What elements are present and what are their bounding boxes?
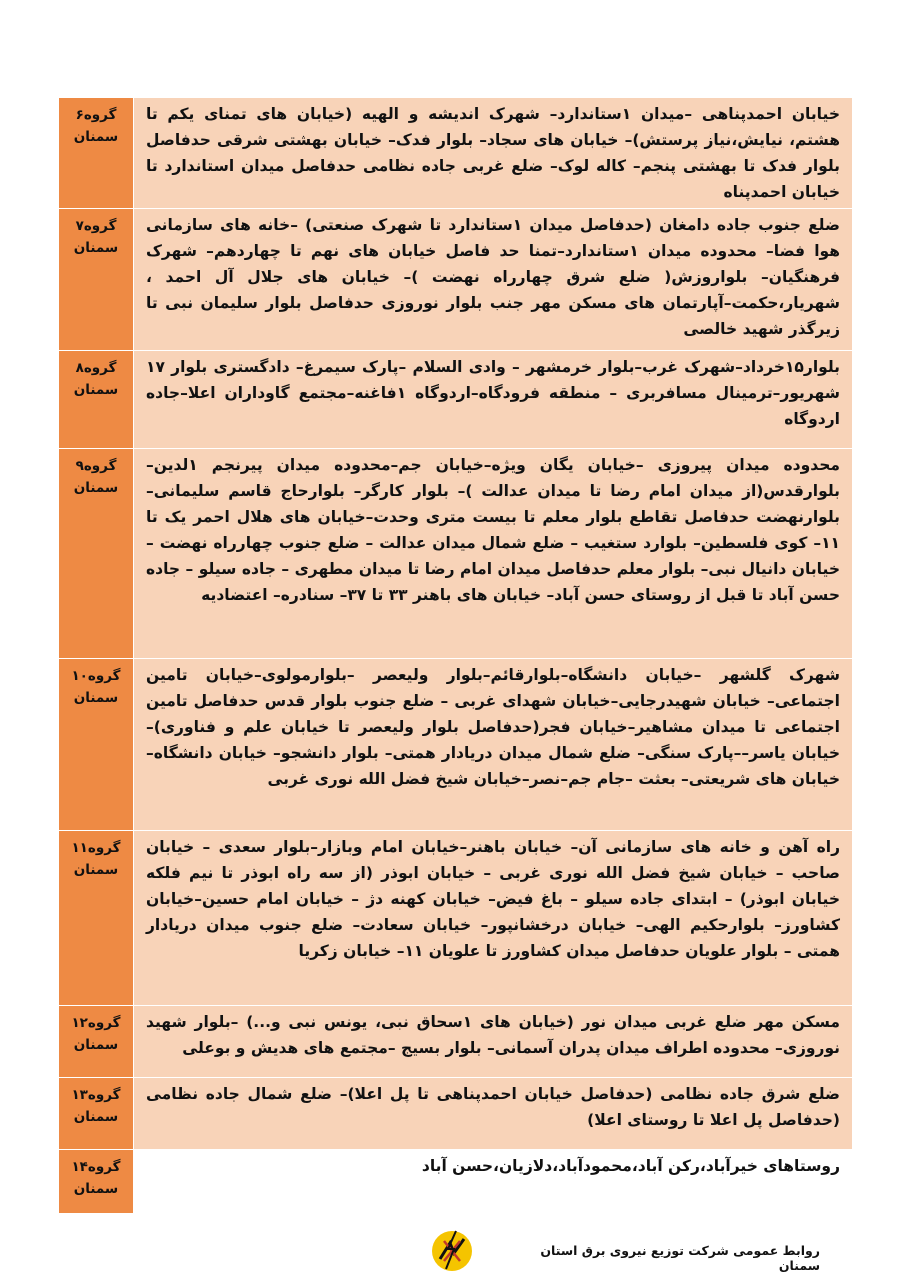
group-cell [59, 1078, 134, 1150]
city-label: سمنان [73, 862, 119, 878]
table-row [59, 351, 853, 449]
footer-caption: روابط عمومی شرکت توزیع نیروی برق استان سمنان [540, 1243, 820, 1273]
group-label: گروه۱۳ [71, 1087, 121, 1103]
city-label: سمنان [73, 690, 119, 706]
group-label: گروه۱۲ [71, 1015, 121, 1031]
city-label: سمنان [73, 129, 119, 145]
group-label: گروه۱۰ [71, 668, 121, 684]
table-row [59, 1150, 853, 1214]
table-row [59, 1006, 853, 1078]
city-label: سمنان [73, 382, 119, 398]
area-description: راه آهن و خانه های سازمانی آن– خیابان باهنر–خیابان امام وبازار–بلوار سعدی – خیابان صاحب – خیابان شیخ فضل الله نوری غربی – خیابان ابوذر (از سه راه ابوذر تا نیم فلکه خیابان ابوذر) – ابتدای جاده سیلو – باغ فیض– خیابان کهنه دژ – خیابان امام حسین–خیابان کشاورز– بلوارحکیم الهی– خیابان درخشانپور– خیابان سعادت– ضلع جنوب میدان دریادار همتی – بلوار علویان حدفاصل میدان کشاورز تا علویان ۱۱– خیابان زکریا [134, 831, 853, 1006]
area-description: ضلع جنوب جاده دامغان (حدفاصل میدان ۱ستاندارد تا شهرک صنعتی) –خانه های سازمانی هوا فضا– محدوده میدان ۱ستاندارد–تمنا حد فاصل خیابان های نهم تا چهاردهم– شهرک فرهنگیان– بلواروزش( ضلع شرق چهارراه نهضت )– خیابان های جلال آل احمد ، شهریار،حکمت–آپارتمان های مسکن مهر جنب بلوار نوروزی حدفاصل بلوار سلیمان نبی تا زیرگذر شهید خالصی [134, 209, 853, 351]
city-label: سمنان [73, 1109, 119, 1125]
group-cell [59, 831, 134, 1006]
group-label: گروه۱۴ [71, 1159, 121, 1175]
group-cell [59, 1006, 134, 1078]
group-cell [59, 1150, 134, 1214]
power-company-logo-icon [426, 1225, 478, 1273]
group-cell [59, 659, 134, 831]
area-description: بلوار۱۵خرداد–شهرک غرب–بلوار خرمشهر – وادی السلام –پارک سیمرغ– دادگستری بلوار ۱۷ شهریور–ترمینال مسافربری – منطقه فرودگاه–اردوگاه ۱فاغنه–مجتمع گاوداران اعلا–جاده اردوگاه [134, 351, 853, 449]
area-description: ضلع شرق جاده نظامی (حدفاصل خیابان احمدپناهی تا پل اعلا)– ضلع شمال جاده نظامی (حدفاصل پل اعلا تا روستای اعلا) [134, 1078, 853, 1150]
group-cell [59, 98, 134, 209]
group-cell [59, 209, 134, 351]
area-description: محدوده میدان پیروزی –خیابان یگان ویژه–خیابان جم–محدوده میدان پیرنجم ۱لدین– بلوارقدس(از میدان امام رضا تا میدان عدالت )– بلوار کارگر– بلوارحاج قاسم سلیمانی– بلوارنهضت حدفاصل تقاطع بلوار معلم تا بیست متری وحدت–خیابان های هلال احمر یک تا ۱۱– کوی فلسطین– بلوارد ستغیب – ضلع شمال میدان عدالت – ضلع جنوب چهارراه نهضت –خیابان دانیال نبی– بلوار معلم حدفاصل میدان امام رضا تا میدان مطهری – جاده سیلو – جاده حسن آباد تا قبل از روستای حسن آباد– خیابان های باهنر ۳۳ تا ۳۷– سنادره– اعتضادیه [134, 449, 853, 659]
city-label: سمنان [73, 1181, 119, 1197]
area-description: روستاهای خیرآباد،رکن آباد،محمودآباد،دلازیان،حسن آباد [134, 1150, 853, 1214]
group-label: گروه۱۱ [71, 840, 121, 856]
table-row [59, 98, 853, 209]
group-label: گروه۸ [75, 360, 117, 376]
group-label: گروه۶ [75, 107, 117, 123]
city-label: سمنان [73, 1037, 119, 1053]
group-cell [59, 351, 134, 449]
group-cell [59, 449, 134, 659]
table-row [59, 209, 853, 351]
table-row [59, 449, 853, 659]
blackout-schedule-table [58, 97, 853, 1214]
group-label: گروه۷ [75, 218, 117, 234]
area-description: خیابان احمدپناهی –میدان ۱ستاندارد– شهرک اندیشه و الهیه (خیابان های تمنای یکم تا هشتم، نیایش،نیاز پرستش)– خیابان های سجاد– بلوار فدک– خیابان بهشتی شرقی حدفاصل بلوار فدک تا بهشتی پنجم– کاله لوک– ضلع غربی جاده نظامی حدفاصل میدان استاندارد تا خیابان احمدپناه [134, 98, 853, 209]
area-description: شهرک گلشهر –خیابان دانشگاه–بلوارقائم–بلوار ولیعصر –بلوارمولوی–خیابان تامین اجتماعی– خیابان شهیدرجایی–خیابان شهدای غربی – ضلع جنوب بلوار قدس حدفاصل تامین اجتماعی تا میدان مشاهیر–خیابان فجر(حدفاصل بلوار ولیعصر تا خیابان علم و فناوری)–خیابان یاسر––پارک سنگی– ضلع شمال میدان دریادار همتی– بلوار دانشجو– خیابان دانشگاه–خیابان های شریعتی– بعثت –جام جم–نصر–خیابان شیخ فضل الله نوری غربی [134, 659, 853, 831]
area-description: مسکن مهر ضلع غربی میدان نور (خیابان های ۱سحاق نبی، یونس نبی و...) –بلوار شهید نوروزی– محدوده اطراف میدان پدران آسمانی– بلوار بسیج –مجتمع های هدیش و بوعلی [134, 1006, 853, 1078]
city-label: سمنان [73, 240, 119, 256]
group-label: گروه۹ [75, 458, 117, 474]
table-row [59, 831, 853, 1006]
city-label: سمنان [73, 480, 119, 496]
table-row [59, 659, 853, 831]
table-row [59, 1078, 853, 1150]
